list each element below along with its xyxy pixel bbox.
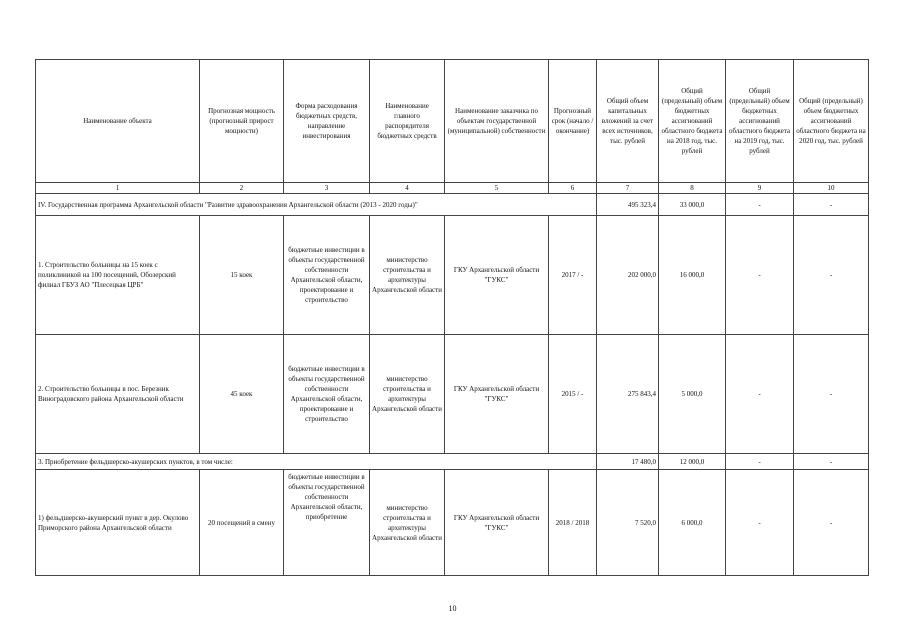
section-total: 17 480,0 xyxy=(597,454,659,470)
total-investment: 275 843,4 xyxy=(597,335,659,454)
customer: ГКУ Архангельской области "ГУКС" xyxy=(445,216,549,335)
budget-2020: - xyxy=(794,216,869,335)
term: 2018 / 2018 xyxy=(549,470,597,576)
budget-2018: 5 000,0 xyxy=(659,335,726,454)
object-name: 1. Строительство больницы на 15 коек с поликлиникой на 100 посещений, Обозерский филиал ГБУЗ АО "Плесецкая ЦРБ" xyxy=(36,216,200,335)
column-number: 7 xyxy=(597,183,659,194)
spending-form: бюджетные инвестиции в объекты государственной собственности Архангельской области, проектирование и строительство xyxy=(284,216,370,335)
program-2019: - xyxy=(726,194,794,216)
total-investment: 202 000,0 xyxy=(597,216,659,335)
header-cell: Общий (предельный) объем бюджетных ассигнований областного бюджета на 2018 год, тыс. рублей xyxy=(659,60,726,183)
budget-2019: - xyxy=(726,335,794,454)
budget-manager: министерство строительства и архитектуры Архангельской области xyxy=(370,470,445,576)
section-2018: 12 000,0 xyxy=(659,454,726,470)
budget-manager: министерство строительства и архитектуры Архангельской области xyxy=(370,216,445,335)
term: 2017 / - xyxy=(549,216,597,335)
object-name: 1) фельдшерско-акушерский пункт в дер. Окулово Приморского района Архангельской области xyxy=(36,470,200,576)
capacity: 20 посещений в смену xyxy=(200,470,284,576)
column-number-row xyxy=(36,183,869,194)
column-number: 6 xyxy=(549,183,597,194)
table-row xyxy=(36,216,869,335)
header-cell: Наименование заказчика по объектам государственной (муниципальной) собственности xyxy=(445,60,549,183)
column-number: 8 xyxy=(659,183,726,194)
column-number: 4 xyxy=(370,183,445,194)
section-title: 3. Приобретение фельдшерско-акушерских пунктов, в том числе: xyxy=(36,454,597,470)
budget-2019: - xyxy=(726,216,794,335)
program-2020: - xyxy=(794,194,869,216)
section-2019: - xyxy=(726,454,794,470)
column-number: 5 xyxy=(445,183,549,194)
budget-2020: - xyxy=(794,335,869,454)
table-row xyxy=(36,470,869,576)
budget-2020: - xyxy=(794,470,869,576)
program-total: 495 323,4 xyxy=(597,194,659,216)
program-title: IV. Государственная программа Архангельской области "Развитие здравоохранения Архангельской области (2013 - 2020 годы)" xyxy=(36,194,597,216)
program-2018: 33 000,0 xyxy=(659,194,726,216)
customer: ГКУ Архангельской области "ГУКС" xyxy=(445,335,549,454)
spending-form: бюджетные инвестиции в объекты государственной собственности Архангельской области, проектирование и строительство xyxy=(284,335,370,454)
page-number: 10 xyxy=(448,604,457,613)
total-investment: 7 520,0 xyxy=(597,470,659,576)
object-name: 2. Строительство больницы в пос. Березник Виноградовского района Архангельской области xyxy=(36,335,200,454)
header-cell: Форма расходования бюджетных средств, направление инвестирования xyxy=(284,60,370,183)
header-row xyxy=(36,60,869,183)
header-cell: Прогнозный срок (начало / окончание) xyxy=(549,60,597,183)
term: 2015 / - xyxy=(549,335,597,454)
customer: ГКУ Архангельской области "ГУКС" xyxy=(445,470,549,576)
capacity: 15 коек xyxy=(200,216,284,335)
header-cell: Наименование главного распорядителя бюджетных средств xyxy=(370,60,445,183)
column-number: 3 xyxy=(284,183,370,194)
budget-2018: 16 000,0 xyxy=(659,216,726,335)
budget-2019: - xyxy=(726,470,794,576)
column-number: 9 xyxy=(726,183,794,194)
header-cell: Прогнозная мощность (прогнозный прирост мощности) xyxy=(200,60,284,183)
section-row xyxy=(36,454,869,470)
spending-form: бюджетные инвестиции в объекты государственной собственности Архангельской области, приобретение xyxy=(284,470,370,576)
budget-2018: 6 000,0 xyxy=(659,470,726,576)
program-row xyxy=(36,194,869,216)
budget-manager: министерство строительства и архитектуры Архангельской области xyxy=(370,335,445,454)
table-row xyxy=(36,335,869,454)
column-number: 10 xyxy=(794,183,869,194)
header-cell: Общий (предельный) объем бюджетных ассигнований областного бюджета на 2019 год, тыс. рублей xyxy=(726,60,794,183)
header-cell: Наименование объекта xyxy=(36,60,200,183)
column-number: 1 xyxy=(36,183,200,194)
column-number: 2 xyxy=(200,183,284,194)
header-cell: Общий (предельный) объем бюджетных ассигнований областного бюджета на 2020 год, тыс. рублей xyxy=(794,60,869,183)
section-2020: - xyxy=(794,454,869,470)
header-cell: Общий объем капитальных вложений за счет всех источников, тыс. рублей xyxy=(597,60,659,183)
investment-table xyxy=(35,59,869,576)
capacity: 45 коек xyxy=(200,335,284,454)
